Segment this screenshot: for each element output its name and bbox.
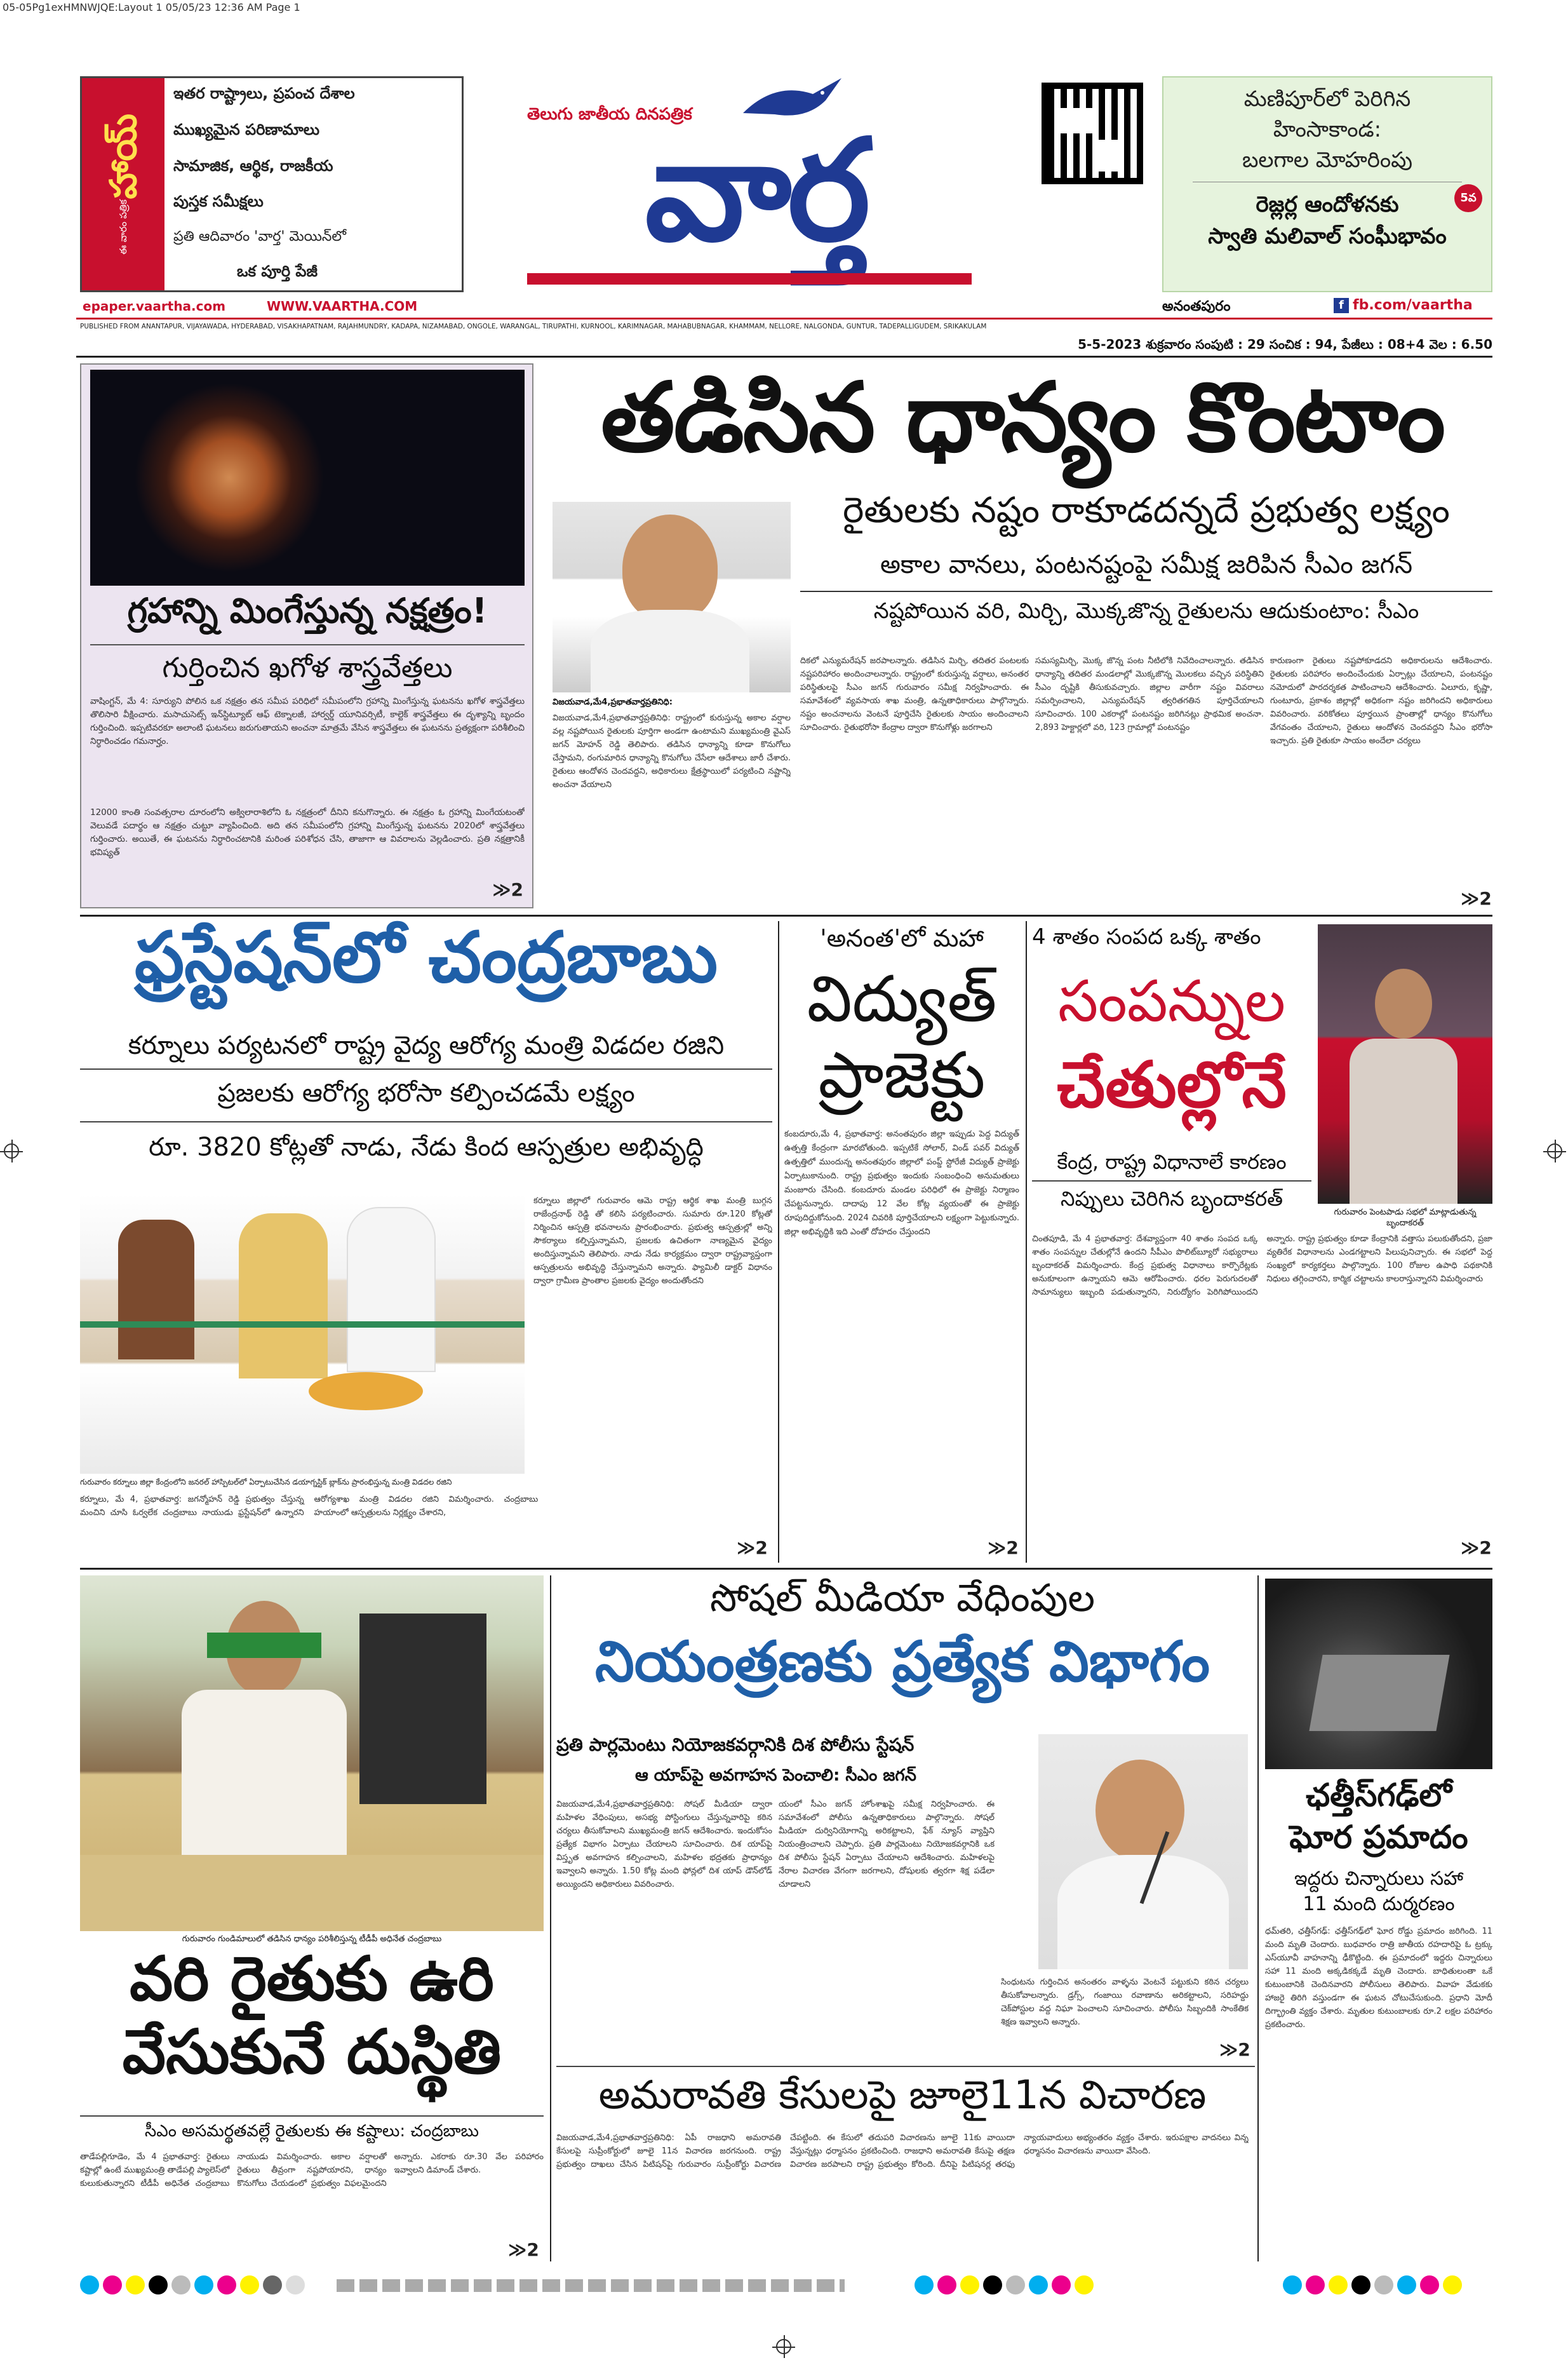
dateline-rule	[76, 356, 1492, 358]
registration-mark	[4, 1143, 19, 1159]
dateline: 5-5-2023 శుక్రవారం సంపుటి : 29 సంచిక : 94, పేజీలు : 08+4 వెల : 6.50	[1078, 337, 1492, 352]
wealth-headline: చేతుల్లోనే	[1057, 1048, 1287, 1122]
continue-marker[interactable]: ≫2	[508, 2239, 539, 2260]
amaravati-headline: అమరావతి కేసులపై జూలై11న విచారణ	[598, 2072, 1207, 2118]
promo-line: ఒక పూర్తి పేజీ	[237, 262, 318, 280]
lead-headline: తడిసిన ధాన్యం కొంటాం	[600, 363, 1445, 473]
continue-marker[interactable]: ≫2	[1219, 2039, 1250, 2060]
photo-caption: విజయవాడ,మే4,ప్రభాతవార్తప్రతినిధి:	[553, 697, 673, 707]
lead-col: విజయవాడ,మే4,ప్రభాతవార్తప్రతినిధి: రాష్ట్రంలో కురుస్తున్న అకాల వర్షాల వల్ల నష్టపోయిన రైతులకు పూర్తిగా అండగా ఉంటామని ముఖ్యమంత్రి వైఎస్ జగన్ మోహన్ రెడ్డి తెలిపారు. తడిసిన ధాన్యాన్ని కూడా కొనుగోలు చేస్తామని, రంగుమారిన ధాన్యాన్ని కొనుగోలు చేసేలా ఆదేశాలు జారీ చేశారు. రైతులు ఆందోళన చెందవద్దని, అధికారులు క్షేత్రస్థాయిలో పర్యటించి నష్టాన్ని అంచనా వేయాలని	[553, 713, 791, 790]
facebook-icon: f	[1334, 298, 1349, 313]
rajini-inauguration-photo	[80, 1194, 525, 1474]
continue-marker[interactable]: ≫2	[737, 1537, 768, 1558]
cm-jagan-photo	[553, 502, 791, 692]
star-headline: గ్రహాన్ని మింగేస్తున్న నక్షత్రం!	[127, 591, 488, 631]
social-col: విజయవాడ,మే4,ప్రభాతవార్తప్రతినిధి: సోషల్ మీడియా ద్వారా మహిళల వేధింపులు, అసభ్య పోస్టింగులు చేస్తున్నవారిపై కఠిన చర్యలు తీసుకోవాలని ముఖ్యమంత్రి జగన్ ఆదేశించారు. ఇందుకోసం ప్రత్యేక విభాగం ఏర్పాటు చేయాలని సూచించారు. దిశ యాప్‌పై విస్తృత అవగాహన కల్పించాలని, మహిళల భద్రతకు ప్రాధాన్యం ఇవ్వాలని అన్నారు. 1.50 కోట్ల మంది ఫోన్లలో దిశ యాప్ డౌన్‌లోడ్ అయ్యిందని అధికారులు వివరించారు.	[556, 1800, 772, 1889]
lead-col: దికలో ఎన్యుమరేషన్ జరపాలన్నారు. తడిసిన మిర్చి, తదితర పంటలకు నష్టపరిహారం అందించాలన్నారు. రాష్ట్రంలో కురుస్తున్న వర్షాలు, అనంతర పరిస్థితులపై సీఎం జగన్ గురువారం సమీక్ష నిర్వహించారు. ఈ సమావేశంలో వ్యవసాయ శాఖ మంత్రి, ఉన్నతాధికారులు పాల్గొన్నారు. నష్టం అంచనాలను వెంటనే పూర్తిచేసి రైతులకు సాయం అందించాలని సూచించారు. రైతుభరోసా కేంద్రాల ద్వారా కొనుగోళ్లు జరగాలని	[800, 656, 1029, 732]
photo-caption: గురువారం కర్నూలు జిల్లా కేంద్రంలోని జనరల్ హాస్పిటల్‌లో ఏర్పాటుచేసిన డయాగ్నస్టిక్ బ్లాక్‌ను ప్రారంభిస్తున్న మంత్రి విడదల రజిని	[80, 1478, 452, 1486]
accident-headline: ఘోర ప్రమాదం	[1289, 1819, 1468, 1856]
social-kicker: సోషల్ మీడియా వేధింపుల	[709, 1576, 1096, 1620]
column-rule	[1257, 1575, 1259, 2261]
hai-badge-title: హాయ్	[102, 114, 145, 199]
cbn-frust-deck: కర్నూలు పర్యటనలో రాష్ట్ర వైద్య ఆరోగ్య మంత్రి విడదల రజిని	[128, 1031, 725, 1060]
promo-line: ఇతర రాష్ట్రాలు, ప్రపంచ దేశాల	[173, 84, 355, 102]
wealth-deck: కేంద్ర, రాష్ట్ర విధానాలే కారణం	[1057, 1150, 1287, 1174]
color-bar	[1283, 2275, 1462, 2294]
power-body: కంబదూరు,మే 4, ప్రభాతవార్త: అనంతపురం జిల్లా ఇప్పుడు పెద్ద విద్యుత్ ఉత్పత్తి కేంద్రంగా మారబోతుంది. ఇప్పటికే సోలార్, విండ్ పవర్ విద్యుత్ ఉత్పత్తిలో ముందున్న అనంతపురం జిల్లాలో పంప్డ్ స్టోరేజీ విద్యుత్ ప్రాజెక్టు ఏర్పాటుకానుంది. రాష్ట్ర ప్రభుత్వం ఇందుకు సంబంధించి అనుమతులు మంజూరు చేసింది. కంబదూరు మండల పరిధిలో ఈ ప్రాజెక్టు నిర్మాణం చేపట్టనున్నారు. దాదాపు 12 వేల కోట్ల వ్యయంతో ఈ ప్రాజెక్టు రూపుదిద్దుకోనుంది. 2024 చివరికి పూర్తిచేయాలని లక్ష్యంగా పెట్టుకున్నారు. జిల్లా అభివృద్ధికి ఇది ఎంతో దోహదం చేస్తుందని	[784, 1129, 1019, 1237]
teaser-line: స్వాతి మలివాల్ సంఘీభావం	[1208, 224, 1447, 249]
continue-marker[interactable]: ≫2	[988, 1537, 1019, 1558]
cbn-frust-deck: ప్రజలకు ఆరోగ్య భరోసా కల్పించడమే లక్ష్యం	[217, 1079, 635, 1108]
lead-deck: అకాల వానలు, పంటనష్టంపై సమీక్ష జరిపిన సీఎం జగన్	[880, 550, 1413, 579]
star-body: వాషింగ్టన్, మే 4: సూర్యుని పోలిన ఒక నక్షత్రం తన సమీప పరిధిలో సమీపంలోని గ్రహాన్ని మింగేస్తున్న ఘటనను ఖగోళ శాస్త్రవేత్తలు తొలిసారి వీక్షించారు. మసాచుసెట్స్ ఇన్‌స్టిట్యూట్ ఆఫ్ టెక్నాలజీ, హార్వర్డ్ యూనివర్సిటీ, కాల్టెక్ శాస్త్రవేత్తలు ఈ దృశ్యాన్ని బృందం గుర్తించింది. ఇప్పటివరకూ అలాంటి ఘటనలు జరుగుతాయని అంచనా మాత్రమే వేసిన శాస్త్రవేత్తలు ఈ ఘటనను ప్రత్యక్షంగా పరిశీలించి నిర్ధారించడం గమనార్హం.	[90, 696, 525, 746]
promo-line: పుస్తక సమీక్షలు	[173, 192, 264, 211]
accident-body: ధమ్‌తరి, ఛత్తీస్‌గఢ్: ఛత్తీస్‌గఢ్‌లో ఘోర రోడ్డు ప్రమాదం జరిగింది. 11 మంది మృతి చెందారు. బుధవారం రాత్రి జాతీయ రహదారిపై ఓ ట్రక్కు ఎస్‌యూవీ వాహనాన్ని ఢీకొట్టింది. ఈ ప్రమాదంలో ఇద్దరు చిన్నారులు సహా 11 మంది అక్కడికక్కడే మృతి చెందారు. బాధితులంతా ఒకే కుటుంబానికి చెందినవారని పోలీసులు తెలిపారు. వివాహ వేడుకకు హాజరై తిరిగి వస్తుండగా ఈ ఘటన చోటుచేసుకుంది. ప్రధాని మోదీ దిగ్భ్రాంతి వ్యక్తం చేశారు. మృతుల కుటుంబాలకు రూ.2 లక్షల పరిహారం ప్రకటించారు.	[1265, 1927, 1492, 2030]
power-headline: విద్యుత్	[807, 962, 997, 1036]
section-rule	[80, 1568, 1492, 1570]
continue-marker[interactable]: ≫2	[492, 879, 523, 900]
social-col: యంలో సీఎం జగన్ హోంశాఖపై సమీక్ష నిర్వహించారు. ఈ సమావేశంలో పోలీసు ఉన్నతాధికారులు పాల్గొన్నారు. సోషల్ మీడియా దుర్వినియోగాన్ని అరికట్టాలని, ఫేక్ న్యూస్ వ్యాప్తిని నియంత్రించాలని చెప్పారు. ప్రతి పార్లమెంటు నియోజకవర్గానికి ఒక దిశ పోలీసు స్టేషన్ ఏర్పాటు చేయాలని ఆదేశించారు. మహిళలపై నేరాల విచారణ వేగంగా జరగాలని, దోషులకు త్వరగా శిక్ష పడేలా చూడాలని	[779, 1800, 995, 1889]
teaser-line: మణిపూర్‌లో పెరిగిన	[1243, 86, 1411, 112]
wealth-deck: నిప్పులు చెరిగిన బృందాకరత్	[1061, 1187, 1283, 1211]
masthead-logo: వార్త	[645, 109, 867, 272]
promo-line: ప్రతి ఆదివారం 'వార్త' మెయిన్‌లో	[173, 229, 347, 245]
cbn-frust-deck: రూ. 3820 కోట్లతో నాడు, నేడు కింద ఆస్పత్రుల అభివృద్ధి	[149, 1133, 704, 1162]
masthead-rule	[76, 318, 1492, 320]
color-bar	[80, 2275, 305, 2294]
cbn-frust-headline: ఫ్రస్టేషన్‌లో చంద్రబాబు	[134, 917, 718, 998]
wealth-headline: సంపన్నుల	[1057, 968, 1286, 1035]
wealth-body: చింతపూడి, మే 4 ప్రభాతవార్త: దేశవ్యాప్తంగా 40 శాతం సంపద ఒక్క శాతం సంపన్నుల చేతుల్లోనే ఉందని సీపీఎం పొలిట్‌బ్యూరో సభ్యురాలు బృందాకరత్ విమర్శించారు. కేంద్ర ప్రభుత్వ విధానాలు కార్పొరేట్లకు అనుకూలంగా ఉన్నాయని ఆమె ఆరోపించారు. ధరల పెరుగుదలతో సామాన్యులు ఇబ్బంది పడుతున్నారని, నిరుద్యోగం పెరిగిపోయిందని అన్నారు. రాష్ట్ర ప్రభుత్వం కూడా కేంద్రానికి వత్తాసు పలుకుతోందని, ప్రజా వ్యతిరేక విధానాలను ఎండగట్టాలని పిలుపునిచ్చారు. ఈ సభలో పెద్ద సంఖ్యలో కార్యకర్తలు పాల్గొన్నారు. 100 రోజుల ఉపాధి పథకానికి నిధులు తగ్గించారని, కార్మిక చట్టాలను కాలరాస్తున్నారని విమర్శించారు	[1032, 1234, 1492, 1297]
teaser-line: హింసాకాండ:	[1273, 117, 1382, 142]
amaravati-body: విజయవాడ,మే4,ప్రభాతవార్తప్రతినిధి: ఏపీ రాజధాని అమరావతి కేసులపై సుప్రీంకోర్టులో జూలై 11న విచారణ జరగనుంది. రాష్ట్ర ప్రభుత్వం దాఖలు చేసిన పిటిషన్‌పై గురువారం సుప్రీంకోర్టు విచారణ చేపట్టింది. ఈ కేసులో తదుపరి విచారణను జూలై 11కు వాయిదా వేస్తున్నట్లు ధర్మాసనం ప్రకటించింది. రాజధాని అమరావతి కేసుపై తక్షణ విచారణ జరపాలని రాష్ట్ర ప్రభుత్వం కోరింది. దీనిపై పిటిషనర్ల తరఫు న్యాయవాదులు అభ్యంతరం వ్యక్తం చేశారు. ఇరుపక్షాల వాదనలు విన్న ధర్మాసనం విచారణను వాయిదా వేసింది.	[556, 2133, 1249, 2169]
column-rule	[1026, 921, 1027, 1563]
teaser-box[interactable]	[1162, 76, 1492, 292]
promo-line: ముఖ్యమైన పరిణామాలు	[173, 120, 320, 138]
masthead-tagline: తెలుగు జాతీయ దినపత్రిక	[527, 105, 692, 124]
wealth-kicker: 4 శాతం సంపద ఒక్క శాతం	[1032, 924, 1261, 950]
facebook-link[interactable]	[1334, 297, 1473, 313]
star-story[interactable]	[80, 363, 533, 908]
lead-col: కారుణంగా రైతులు నష్టపోకూడదని అధికారులను ఆదేశించారు. రైతులకు పరిహారం అందించేందుకు ఏర్పాట్లు చేయాలని, పంటనష్టం నమోదులో పారదర్శకత పాటించాలని ఆదేశించారు. ఏలూరు, కృష్ణా, గుంటూరు, ప్రకాశం జిల్లాల్లో అధికంగా నష్టం జరిగిందని అధికారులు వివరించారు. వరికోతలు పూర్తయిన ప్రాంతాల్లో ధాన్యం కొనుగోలు వేగవంతం చేయాలని, రైతులు ఆందోళన చెందవద్దని సీఎం భరోసా ఇచ్చారు. ప్రతి రైతుకూ సాయం అందేలా చర్యలు	[1270, 656, 1492, 746]
logo-underline	[527, 273, 972, 285]
page-slug: 05-05Pg1exHMNWJQE:Layout 1 05/05/23 12:36 AM Page 1	[3, 1, 300, 13]
teaser-page-badge: 5వ	[1454, 184, 1482, 212]
column-rule	[550, 1575, 551, 2261]
accident-deck: 11 మంది దుర్మరణం	[1303, 1893, 1455, 1915]
gray-bar	[337, 2279, 845, 2292]
photo-caption: గురువారం గుండిమాలులో తడిసిన ధాన్యం పరిశీలిస్తున్న టీడీపీ అధినేత చంద్రబాబు	[182, 1934, 442, 1944]
facebook-url: fb.com/vaartha	[1353, 297, 1473, 313]
social-deck: ప్రతి పార్లమెంటు నియోజకవర్గానికి దిశ పోలీసు స్టేషన్	[556, 1734, 915, 1755]
cbn-frust-side: కర్నూలు జిల్లాలో గురువారం ఆమె రాష్ట్ర ఆర్థిక శాఖ మంత్రి బుగ్గన రాజేంద్రనాథ్ రెడ్డి తో కలిసి పర్యటించారు. సుమారు రూ.120 కోట్లతో నిర్మించిన ఆస్పత్రి భవనాలను ప్రారంభించారు. ప్రభుత్వ ఆస్పత్రుల్లో అన్ని సౌకర్యాలు కల్పిస్తున్నామని, ప్రజలకు ఉచితంగా నాణ్యమైన వైద్యం అందిస్తున్నామని తెలిపారు. నాడు నేడు కార్యక్రమం ద్వారా రాష్ట్రవ్యాప్తంగా ఆస్పత్రులను అభివృద్ధి చేస్తున్నామని అన్నారు. ఫ్యామిలీ డాక్టర్ విధానం ద్వారా గ్రామీణ ప్రాంతాల ప్రజలకు వైద్యం అందుతోందని	[533, 1196, 772, 1286]
color-bar	[915, 2275, 1094, 2294]
continue-marker[interactable]: ≫2	[1461, 1537, 1492, 1558]
cbn-farm-body: తాడేపల్లిగూడెం, మే 4 ప్రభాతవార్త: రైతులు కష్టాల్లో ఉంటే ముఖ్యమంత్రి తాడేపల్లి ప్యాలెస్‌లో కులుకుతున్నారని టీడీపీ అధినేత చంద్రబాబు నాయుడు విమర్శించారు. అకాల వర్షాలతో రైతులు తీవ్రంగా నష్టపోయారని, ధాన్యం కొనుగోలు చేయడంలో ప్రభుత్వం విఫలమైందని అన్నారు. ఎకరాకు రూ.30 వేల పరిహారం ఇవ్వాలని డిమాండ్ చేశారు.	[80, 2152, 544, 2188]
hai-badge-sub: ఈ వారం పత్రిక	[117, 199, 129, 255]
lead-col: సమస్యమిర్చి, మొక్క జొన్న పంట నీటిలోకి నివేదించాలన్నారు. తడిసిన ధాన్యాన్ని తదితర మండలాల్లో మొక్కజొన్న మొలకలు వచ్చిన పరిస్థితిని సీఎం దృష్టికి తీసుకువచ్చారు. జిల్లాల వారీగా నష్టం వివరాలు సమర్పించాలని, ఎన్యుమరేషన్ త్వరితగతిన పూర్తిచేయాలని సూచించారు. 100 ఎకరాల్లో పంటనష్టం జరిగినట్లు ప్రాథమిక అంచనా. 2,893 హెక్టార్లలో వరి, 123 గ్రామాల్లో పంటనష్టం	[1035, 656, 1264, 732]
cbn-frust-body: కర్నూలు, మే 4, ప్రభాతవార్త: జగన్మోహన్ రెడ్డి ప్రభుత్వం చేస్తున్న మంచిని చూసి ఓర్వలేక చంద్రబాబు నాయుడు ఫ్రస్టేషన్‌లో ఉన్నారని ఆరోగ్యశాఖ మంత్రి విడదల రజిని విమర్శించారు. చంద్రబాబు హయాంలో ఆస్పత్రులను నిర్లక్ష్యం చేశారని,	[80, 1495, 539, 1518]
website-link[interactable]: WWW.VAARTHA.COM	[267, 299, 418, 314]
epaper-link[interactable]: epaper.vaartha.com	[83, 299, 226, 314]
star-body: 12000 కాంతి సంవత్సరాల దూరంలోని అక్విలారాశిలోని ఓ నక్షత్రంలో దీనిని కనుగొన్నారు. ఈ నక్షత్రం ఓ గ్రహాన్ని మింగేయటంతో వెలువడే పదార్థం ఆ నక్షత్రం చుట్టూ వ్యాపించింది. అది తన సమీపంలోని గ్రహాన్ని మింగేస్తున్న ఘటనను 2020లో శాస్త్రవేత్తలు గుర్తించారు. అయితే, ఈ ఘటనను నిర్ధారించటానికి మరింత పరిశోధన చేసి, తాజాగా ఆ వివరాలను వెల్లడించారు. ప్రతి నక్షత్రానికీ భవిష్యత్	[90, 807, 525, 858]
registration-mark	[776, 2339, 791, 2354]
cbn-farm-headline: వేసుకునే దుస్థితి	[122, 2016, 502, 2087]
registration-mark	[1547, 1143, 1562, 1159]
cbn-farm-deck: సీఎం అసమర్థతవల్లే రైతులకు ఈ కష్టాలు: చంద్రబాబు	[144, 2122, 479, 2141]
social-col: సింధుటను గుర్తించిన అనంతరం వాళ్ళను వెంటనే పట్టుకుని కఠిన చర్యలు తీసుకోవాలన్నారు. డ్రగ్స్, గంజాయి రవాణాను అరికట్టాలని, సరిహద్దు చెక్‌పోస్టుల వద్ద నిఘా పెంచాలని సూచించారు. పోలీసు సిబ్బందికి సాంకేతిక శిక్షణ ఇవ్వాలని అన్నారు.	[1001, 1978, 1249, 2027]
lead-deck: నష్టపోయిన వరి, మిర్చి, మొక్కజొన్న రైతులను ఆదుకుంటాం: సీఎం	[873, 598, 1419, 624]
lead-deck: రైతులకు నష్టం రాకూడదన్నదే ప్రభుత్వ లక్ష్యం	[843, 490, 1450, 531]
hai-badge	[82, 78, 164, 290]
social-deck: ఆ యాప్‌పై అవగాహన పెంచాలి: సీఎం జగన్	[635, 1766, 916, 1785]
qr-code	[1042, 83, 1143, 184]
lead-deck-rule	[800, 591, 1492, 592]
power-kicker: 'అనంత'లో మహా	[820, 924, 984, 952]
column-rule	[778, 921, 779, 1563]
teaser-line: బలగాల మోహరింపు	[1242, 147, 1413, 173]
photo-caption: గురువారం పెంటపాడు సభలో మాట్లాడుతున్న బృందాకరత్	[1334, 1208, 1477, 1228]
editions-line: PUBLISHED FROM ANANTAPUR, VIJAYAWADA, HYDERABAD, VISAKHAPATNAM, RAJAHMUNDRY, KADAPA, NIZAMABAD, ONGOLE, WARANGAL, TIRUPATHI, KURNOOL, KARIMNAGAR, MAHABUBNAGAR, KHAMMAM, NELLORE, NALGONDA, GUNTUR, TADEPALLIGUDEM, SRIKAKULAM	[80, 323, 987, 330]
accident-photo	[1265, 1579, 1492, 1769]
continue-marker[interactable]: ≫2	[1461, 888, 1492, 909]
accident-deck: ఇద్దరు చిన్నారులు సహా	[1294, 1868, 1464, 1890]
social-headline: నియంత్రణకు ప్రత్యేక విభాగం	[594, 1629, 1210, 1694]
promo-box	[80, 76, 464, 292]
cbn-paddy-photo	[80, 1575, 544, 1931]
planet-photo	[90, 370, 525, 586]
promo-line: సామాజిక, ఆర్థిక, రాజకీయ	[173, 156, 333, 175]
cm-jagan-speaking-photo	[1038, 1734, 1248, 1969]
teaser-line: రెజ్లర్ల ఆందోళనకు	[1256, 192, 1399, 217]
star-subhead: గుర్తించిన ఖగోళ శాస్త్రవేత్తలు	[162, 652, 453, 684]
power-headline: ప్రాజెక్టు	[818, 1038, 986, 1112]
cbn-farm-headline: వరి రైతుకు ఉరి	[130, 1943, 494, 2014]
city-edition: అనంతపురం	[1162, 299, 1231, 314]
accident-headline: ఛత్తీస్‌గఢ్‌లో	[1306, 1777, 1452, 1814]
brinda-karat-photo	[1318, 924, 1492, 1204]
